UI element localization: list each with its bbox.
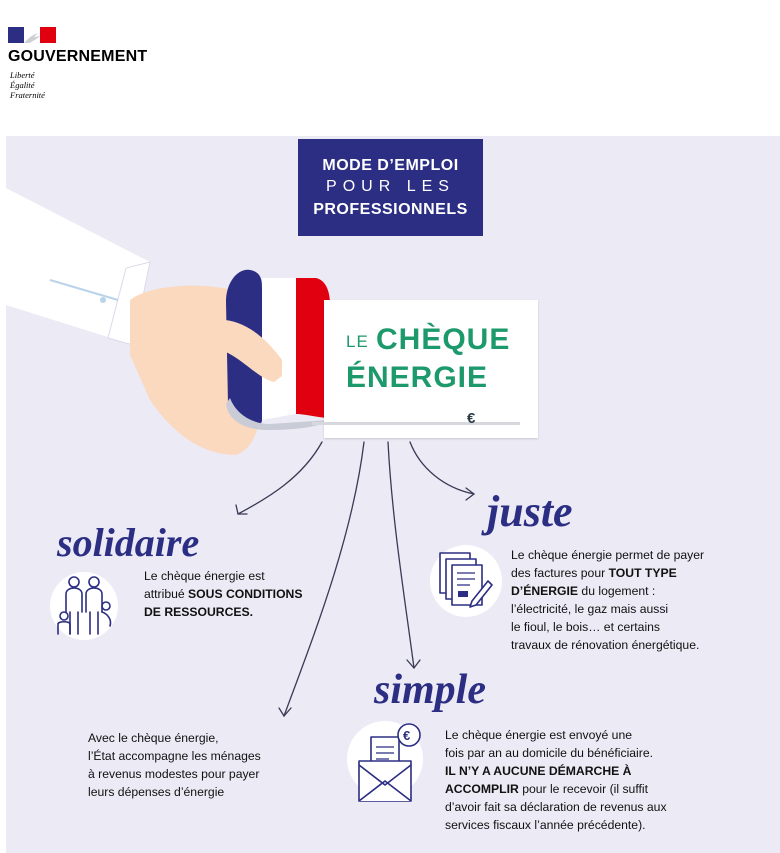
simple-line-2: fois par an au domicile du bénéficiaire. [445, 746, 653, 760]
text-simple [445, 726, 715, 834]
heading-simple: simple [374, 667, 486, 713]
cheque-le: LE [346, 332, 369, 351]
juste-line-2-b: TOUT TYPE [608, 566, 677, 580]
heading-juste: juste [487, 487, 573, 536]
avec-line-2: l’État accompagne les ménages [88, 749, 261, 763]
simple-line-4-b: pour le recevoir (il suffit [518, 782, 648, 796]
cheque-energie: ÉNERGIE [346, 361, 489, 394]
juste-line-3-a: D’ÉNERGIE [511, 584, 579, 598]
government-name: GOUVERNEMENT [8, 48, 148, 65]
avec-line-3: à revenus modestes pour payer [88, 767, 260, 781]
family-icon [50, 572, 118, 640]
juste-line-1: Le chèque énergie permet de payer [511, 548, 705, 562]
juste-line-3 [511, 582, 771, 600]
title-line-1: MODE D’EMPLOI [322, 157, 459, 174]
motto-egalite: Égalité [10, 80, 35, 90]
cheque-euro-sign: € [467, 410, 476, 427]
avec-line-4: leurs dépenses d’énergie [88, 785, 225, 799]
heading-solidaire: solidaire [57, 520, 200, 565]
text-avec [88, 729, 328, 801]
simple-line-4-a: ACCOMPLIR [445, 782, 519, 796]
simple-line-4 [445, 780, 715, 798]
solidaire-line-2-a: attribué [144, 587, 189, 601]
juste-line-2 [511, 564, 771, 582]
solidaire-line-2-b: SOUS CONDITIONS [188, 587, 303, 601]
solidaire-line-3: DE RESSOURCES. [144, 605, 254, 619]
envelope-euro-icon [347, 721, 423, 797]
juste-line-5: le fioul, le bois… et certains [511, 620, 661, 634]
cheque-line [252, 412, 538, 438]
documents-icon [430, 545, 502, 617]
juste-line-6: travaux de rénovation énergétique. [511, 638, 700, 652]
title-line-3: PROFESSIONNELS [313, 201, 468, 218]
juste-line-4: l’électricité, le gaz mais aussi [511, 602, 669, 616]
motto [10, 70, 45, 100]
simple-line-5: d’avoir fait sa déclaration de revenus aux [445, 800, 667, 814]
juste-line-3-b: du logement : [578, 584, 656, 598]
title-line-2: POUR LES [326, 178, 455, 195]
solidaire-line-1: Le chèque énergie est [144, 569, 265, 583]
solidaire-line-2 [144, 585, 354, 603]
cheque-title: CHÈQUE [376, 323, 511, 356]
motto-liberte: Liberté [10, 70, 35, 80]
avec-line-1: Avec le chèque énergie, [88, 731, 219, 745]
simple-line-1: Le chèque énergie est envoyé une [445, 728, 633, 742]
svg-text:€: € [403, 728, 411, 743]
text-juste [511, 546, 771, 654]
juste-line-2-a: des factures pour [511, 566, 609, 580]
simple-line-6: services fiscaux l’année précédente). [445, 818, 646, 832]
marianne-flag-logo [8, 27, 56, 43]
motto-fraternite: Fraternité [10, 90, 45, 100]
text-solidaire [144, 567, 354, 621]
header [0, 0, 780, 135]
simple-line-3: IL N’Y A AUCUNE DÉMARCHE À [445, 764, 632, 778]
